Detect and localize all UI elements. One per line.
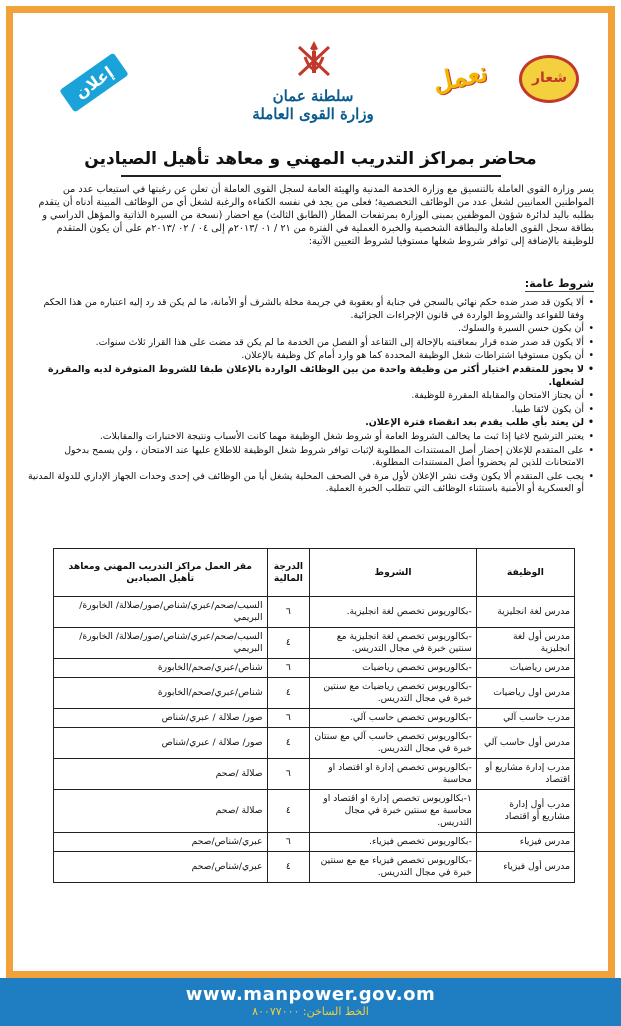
place-cell: عبري/شناص/صحم xyxy=(54,833,268,852)
ministry-line1: سلطنة عمان xyxy=(272,87,354,105)
ministry-line2: وزارة القوى العاملة xyxy=(252,105,374,123)
oman-crest-icon xyxy=(291,37,337,83)
table-row xyxy=(54,728,575,759)
header-grade: الدرجة المالية xyxy=(267,549,310,597)
grade-cell: ٤ xyxy=(267,790,310,833)
grade-cell: ٦ xyxy=(267,833,310,852)
condition-item: • أن يكون لائقا طبيا. xyxy=(26,404,594,417)
grade-cell: ٦ xyxy=(267,659,310,678)
condition-item: • أن يكون مستوفيا اشتراطات شغل الوظيفة المحددة كما هو وارد أمام كل وظيفة بالإعلان. xyxy=(26,350,594,363)
table-row xyxy=(54,709,575,728)
table-row xyxy=(54,833,575,852)
conditions-list xyxy=(26,297,594,497)
header xyxy=(13,13,608,143)
job-cell: مدرس اول رياضيات xyxy=(476,678,574,709)
place-cell: صور/ صلالة / عبري/شناص xyxy=(54,728,268,759)
table-row xyxy=(54,628,575,659)
conditions-title: شروط عامة: xyxy=(524,277,594,290)
footer xyxy=(0,978,621,1026)
table-row xyxy=(54,597,575,628)
grade-cell: ٦ xyxy=(267,759,310,790)
ilan-badge: إعلان xyxy=(59,52,129,112)
ministry-name xyxy=(243,87,383,123)
place-cell: صور/ صلالة / عبري/شناص xyxy=(54,709,268,728)
page-title: محاضر بمراكز التدريب المهني و معاهد تأهيل الصيادين xyxy=(84,149,537,169)
grade-cell: ٦ xyxy=(267,597,310,628)
grade-cell: ٤ xyxy=(267,678,310,709)
cond-cell: -بكالوريوس تخصص رياضيات xyxy=(310,659,477,678)
job-cell: مدرب أول إدارة مشاريع أو اقتصاد xyxy=(476,790,574,833)
job-cell: مدرس لغة انجليزية xyxy=(476,597,574,628)
place-cell: السيب/صحم/عبري/شناص/صور/صلالة/ الخابورة/البريمي xyxy=(54,628,268,659)
condition-item: • أن يجتاز الامتحان والمقابلة المقررة للوظيفة. xyxy=(26,390,594,403)
campaign-logo-text: شعار xyxy=(532,70,567,86)
cond-cell: -بكالوريوس تخصص فيزياء. xyxy=(310,833,477,852)
job-cell: مدرس فيزياء xyxy=(476,833,574,852)
place-cell: عبري/شناص/صحم xyxy=(54,852,268,883)
hotline: الخط الساخن: ٨٠٠٧٧٠٠٠ xyxy=(252,1005,369,1018)
condition-item: • ألا يكون قد صدر ضده قرار بمعاقبته بالإحالة إلى التقاعد أو الفصل من الخدمة ما لم يكن قد مضت على هذا القرار ثلاث سنوات. xyxy=(26,337,594,350)
jobs-table xyxy=(53,548,575,883)
header-conditions: الشروط xyxy=(310,549,477,597)
table-row xyxy=(54,659,575,678)
condition-item: • أن يكون حسن السيرة والسلوك. xyxy=(26,323,594,336)
cond-cell: -بكالوريوس تخصص حاسب آلي مع سنتان خبرة في مجال التدريس. xyxy=(310,728,477,759)
job-cell: مدرس أول لغة انجليزية xyxy=(476,628,574,659)
ad-frame xyxy=(6,6,615,978)
condition-item: • يعتبر الترشيح لاغيا إذا ثبت ما يخالف الشروط العامة أو شروط شغل الوظيفة مهما كانت الأسباب ونتيجة الاختبارات والمقابلات. xyxy=(26,431,594,444)
job-cell: مدرس أول فيزياء xyxy=(476,852,574,883)
grade-cell: ٤ xyxy=(267,728,310,759)
job-cell: مدرب إدارة مشاريع أو اقتصاد xyxy=(476,759,574,790)
cond-cell: -بكالوريوس تخصص حاسب آلي. xyxy=(310,709,477,728)
place-cell: السيب/صحم/عبري/شناص/صور/صلالة/ الخابورة/البريمي xyxy=(54,597,268,628)
cond-cell: -بكالوريوس تخصص لغة انجليزية. xyxy=(310,597,477,628)
job-cell: مدرس أول حاسب آلي xyxy=(476,728,574,759)
table-header-row xyxy=(54,549,575,597)
condition-item: • لن يعتد بأي طلب يقدم بعد انقضاء فترة الإعلان. xyxy=(26,417,594,430)
cond-cell: -بكالوريوس تخصص إدارة او اقتصاد او محاسبة xyxy=(310,759,477,790)
campaign-logo xyxy=(519,55,579,103)
job-cell: مدرب حاسب آلي xyxy=(476,709,574,728)
condition-item: • يجب على المتقدم ألا يكون وقت نشر الإعلان لأول مرة في الصحف المحلية يشغل أيا من الوظائف في إحدى وحدات الجهاز الإداري للدولة المدنية أو العسكرية أو الأمنية باستثناء الوظائف التي تتطلب الخبرة العملية. xyxy=(26,471,594,496)
table-row xyxy=(54,759,575,790)
condition-item: • على المتقدم للإعلان إحضار أصل المستندات المطلوبة لإثبات توافر شروط شغل الوظيفة للاطلاع عليها عند الامتحان ، ولن يسمح بدخول الامتحانات للذين لم يحضروا أصل المستندات المطلوبة. xyxy=(26,445,594,470)
condition-item: • ألا يكون قد صدر ضده حكم نهائي بالسجن في جناية أو بعقوبة في جريمة مخلة بالشرف أو الأمانة، ما لم يكن قد رد إليه اعتباره من هذا الحكم وفقا للقواعد والشروط الواردة في قانون الإجراءات الجزائية. xyxy=(26,297,594,322)
place-cell: صلالة /صحم xyxy=(54,790,268,833)
header-place: مقر العمل مراكز التدريب المهني ومعاهد تأهيل الصيادين xyxy=(54,549,268,597)
place-cell: صلالة /صحم xyxy=(54,759,268,790)
table-row xyxy=(54,678,575,709)
cond-cell: -بكالوريوس تخصص لغة انجليزية مع سنتين خبرة في مجال التدريس. xyxy=(310,628,477,659)
cond-cell: -بكالوريوس تخصص فيزياء مع مع سنتين خبرة في مجال التدريس. xyxy=(310,852,477,883)
table-row xyxy=(54,852,575,883)
job-cell: مدرس رياضيات xyxy=(476,659,574,678)
cond-cell: ١-بكالوريوس تخصص إدارة او اقتصاد او محاسبة مع سنتين خبرة في مجال التدريس. xyxy=(310,790,477,833)
grade-cell: ٤ xyxy=(267,628,310,659)
intro-paragraph: يسر وزارة القوى العاملة بالتنسيق مع وزارة الخدمة المدنية والهيئة العامة لسجل القوى العاملة أن تعلن عن رغبتها في استيعاب عدد من المواطنين العمانيين لشغل عدد من الوظائف التخصصية؛ فعلى من يجد في نفسه الكفاءة والرغبة لشغل أي من الوظائف المبينة أدناه أن يتقدم بطلبه باليد لدائرة شؤون الموظفين بمبنى الوزارة بمرتفعات المطار (الطابق الثالث) مع احضار (نسخة من السيرة الذاتية والمؤهل الدراسي و بطاقة سجل القوى العاملة والبطاقة الشخصية والخبرة العملية في الفترة من ٢١ / ٠١ /٢٠١٣م إلى ٠٤ / ٠٢ /٢٠١٣م على أن يكون المتقدم للوظيفة بالإضافة إلى توافر شروط شغلها مستوفيا لشروط التعيين الآتية: xyxy=(38,184,594,247)
header-job: الوظيفة xyxy=(476,549,574,597)
table-row xyxy=(54,790,575,833)
place-cell: شناص/عبري/صحم/الخابورة xyxy=(54,659,268,678)
naam-logo: نعمل xyxy=(430,57,491,99)
condition-item: • لا يجوز للمتقدم اختيار أكثر من وظيفة واحدة من بين الوظائف الواردة بالإعلان طبقا للشروط المتوفرة لديه والمقررة لشغلها. xyxy=(26,364,594,389)
grade-cell: ٦ xyxy=(267,709,310,728)
website-link[interactable]: www.manpower.gov.om xyxy=(185,984,436,1005)
place-cell: شناص/عبري/صحم/الخابورة xyxy=(54,678,268,709)
cond-cell: -بكالوريوس تخصص رياضيات مع سنتين خبرة في مجال التدريس. xyxy=(310,678,477,709)
title-underline xyxy=(121,175,501,177)
grade-cell: ٤ xyxy=(267,852,310,883)
